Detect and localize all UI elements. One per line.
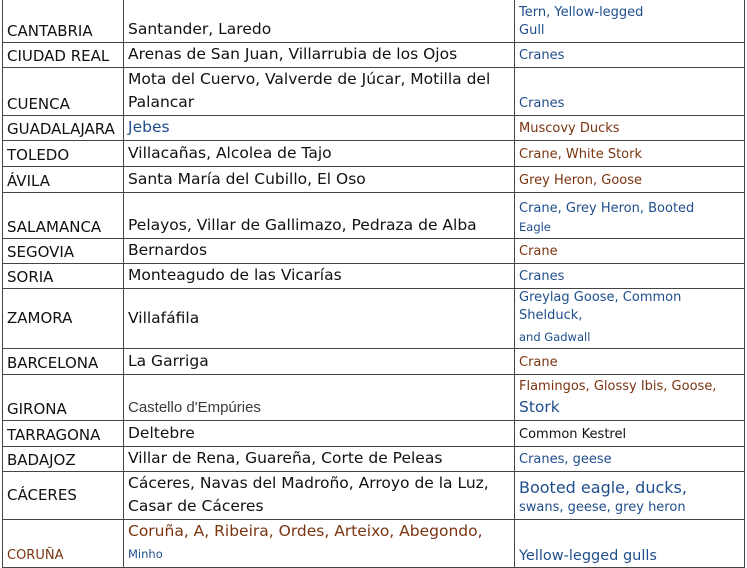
- birds-cell: Crane, Grey Heron, Booted Eagle: [515, 193, 745, 239]
- birds-cell: Yellow-legged gulls: [515, 520, 745, 568]
- towns-cell: Deltebre: [124, 421, 515, 447]
- province-cell: TOLEDO: [3, 141, 124, 167]
- table-row: [3, 520, 745, 568]
- province-cell: SEGOVIA: [3, 239, 124, 264]
- birds-cell: Flamingos, Glossy Ibis, Goose, Stork: [515, 375, 745, 421]
- table-row: [3, 264, 745, 289]
- birds-cell: Cranes: [515, 68, 745, 116]
- table-row: [3, 116, 745, 141]
- table-row: [3, 43, 745, 68]
- birds-cell: Tern, Yellow-legged Gull: [515, 0, 745, 43]
- table-row: [3, 0, 745, 43]
- towns-cell: La Garriga: [124, 349, 515, 375]
- birds-cell: Cranes: [515, 43, 745, 68]
- birds-cell: Booted eagle, ducks, swans, geese, grey heron: [515, 472, 745, 520]
- birds-cell: Muscovy Ducks: [515, 116, 745, 141]
- towns-cell: Villar de Rena, Guareña, Corte de Peleas: [124, 447, 515, 472]
- province-cell: CUENCA: [3, 68, 124, 116]
- province-cell: CANTABRIA: [3, 0, 124, 43]
- towns-cell: Villacañas, Alcolea de Tajo: [124, 141, 515, 167]
- towns-cell: Cáceres, Navas del Madroño, Arroyo de la Luz, Casar de Cáceres: [124, 472, 515, 520]
- birds-cell: Greylag Goose, Common Shelduck, and Gadwall: [515, 289, 745, 349]
- province-cell: CIUDAD REAL: [3, 43, 124, 68]
- towns-cell: Santander, Laredo: [124, 0, 515, 43]
- province-cell: CÁCERES: [3, 472, 124, 520]
- towns-cell: Castello d'Empúries: [124, 375, 515, 421]
- province-cell: BADAJOZ: [3, 447, 124, 472]
- table-row: [3, 239, 745, 264]
- province-cell: TARRAGONA: [3, 421, 124, 447]
- towns-cell: Pelayos, Villar de Gallimazo, Pedraza de Alba: [124, 193, 515, 239]
- table-row: [3, 193, 745, 239]
- towns-cell: Arenas de San Juan, Villarrubia de los Ojos: [124, 43, 515, 68]
- table-row: [3, 349, 745, 375]
- birds-cell: Cranes, geese: [515, 447, 745, 472]
- towns-cell: Mota del Cuervo, Valverde de Júcar, Motilla del Palancar: [124, 68, 515, 116]
- province-cell: CORUÑA: [3, 520, 124, 568]
- table-row: [3, 447, 745, 472]
- birds-cell: Crane, White Stork: [515, 141, 745, 167]
- province-cell: SALAMANCA: [3, 193, 124, 239]
- towns-cell: Santa María del Cubillo, El Oso: [124, 167, 515, 193]
- towns-cell: Monteagudo de las Vicarías: [124, 264, 515, 289]
- table-row: [3, 68, 745, 116]
- province-cell: ZAMORA: [3, 289, 124, 349]
- table-row: [3, 421, 745, 447]
- province-cell: SORIA: [3, 264, 124, 289]
- province-cell: GIRONA: [3, 375, 124, 421]
- birds-cell: Common Kestrel: [515, 421, 745, 447]
- towns-cell: Villafáfila: [124, 289, 515, 349]
- province-cell: ÁVILA: [3, 167, 124, 193]
- province-cell: BARCELONA: [3, 349, 124, 375]
- towns-cell: Jebes: [124, 116, 515, 141]
- table-row: [3, 375, 745, 421]
- table-row: [3, 167, 745, 193]
- towns-cell: Bernardos: [124, 239, 515, 264]
- birds-cell: Grey Heron, Goose: [515, 167, 745, 193]
- birds-cell: Cranes: [515, 264, 745, 289]
- bird-sightings-table: [2, 0, 745, 568]
- table-row: [3, 141, 745, 167]
- towns-cell: Coruña, A, Ribeira, Ordes, Arteixo, Abegondo, Minho: [124, 520, 515, 568]
- province-cell: GUADALAJARA: [3, 116, 124, 141]
- birds-cell: Crane: [515, 239, 745, 264]
- table-row: [3, 472, 745, 520]
- birds-cell: Crane: [515, 349, 745, 375]
- table-row: [3, 289, 745, 349]
